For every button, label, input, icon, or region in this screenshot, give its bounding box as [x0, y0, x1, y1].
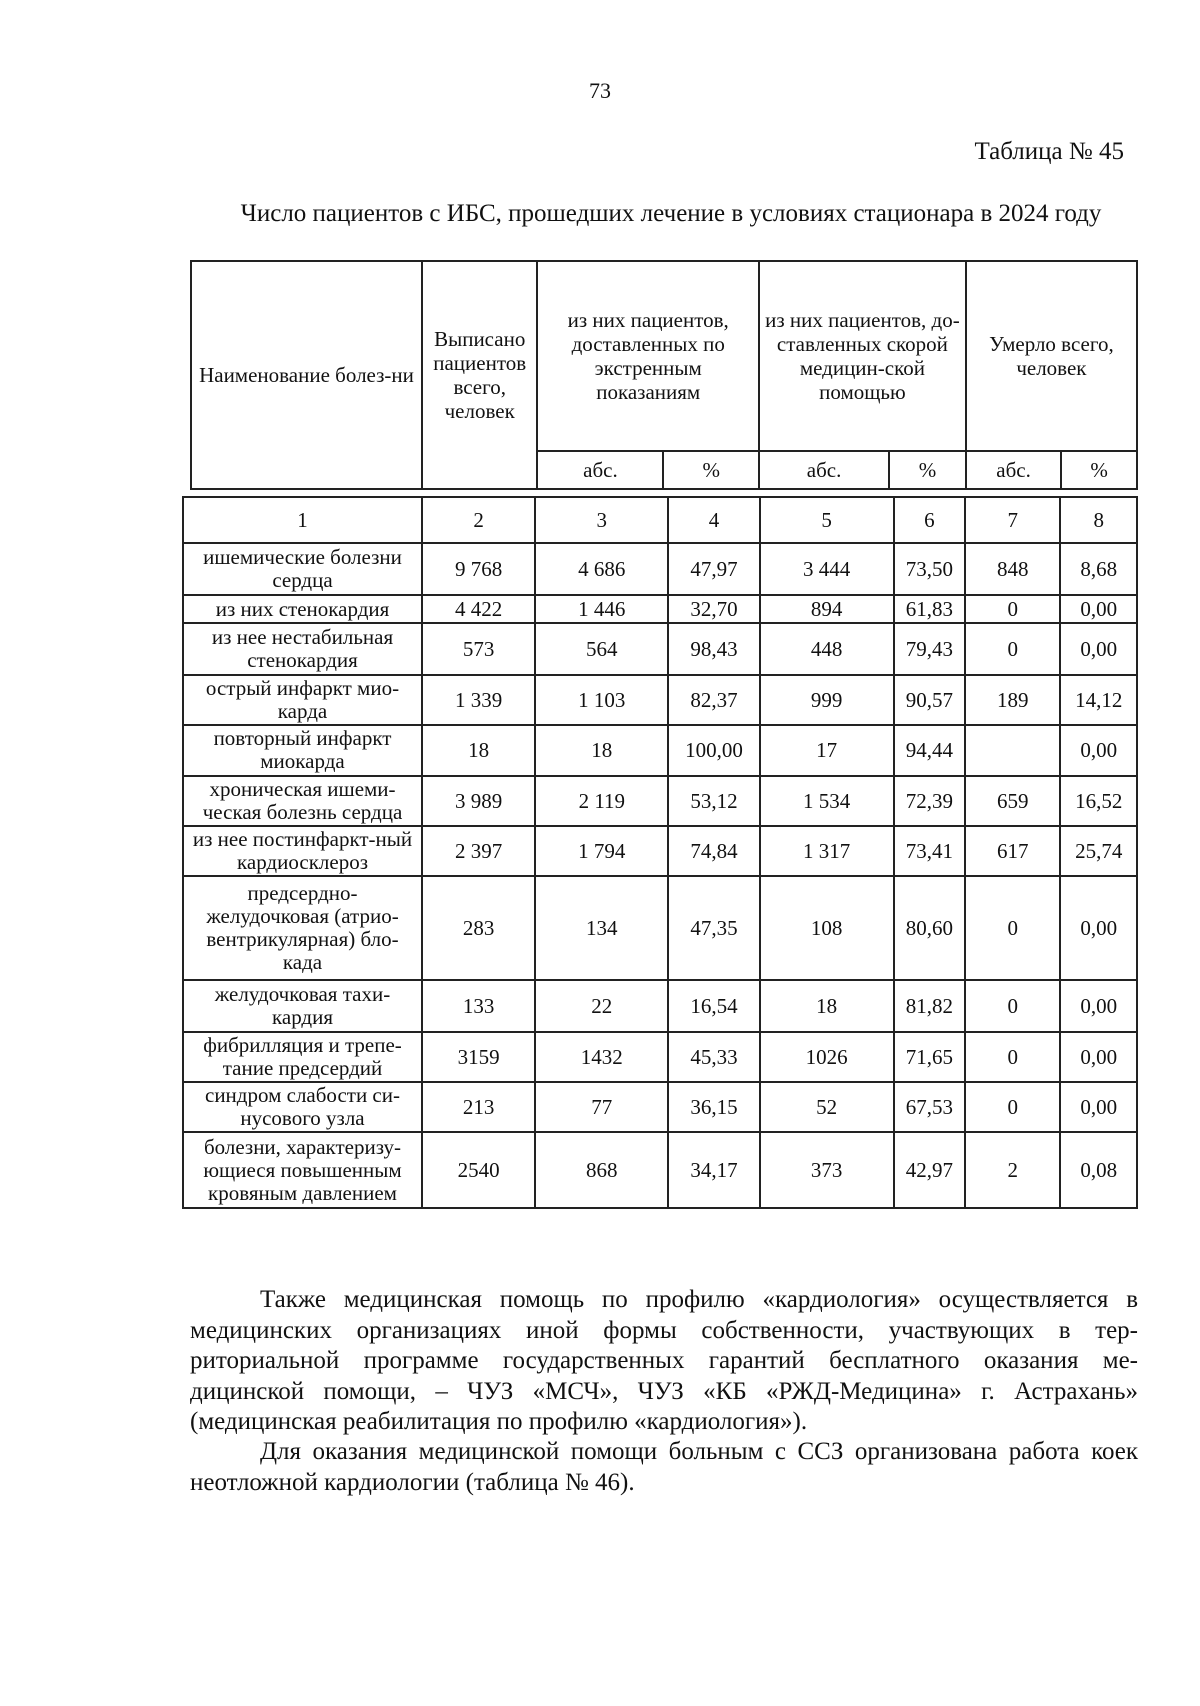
- died-pct-cell: 25,74: [1060, 826, 1137, 876]
- table-row: [183, 623, 1137, 675]
- died-pct-cell: 14,12: [1060, 675, 1137, 725]
- ambulance-pct-cell: 73,50: [894, 543, 965, 595]
- died-abs-cell: 189: [965, 675, 1060, 725]
- emergency-pct-cell: 47,35: [668, 876, 759, 980]
- emergency-pct-cell: 36,15: [668, 1082, 759, 1132]
- table-row: [183, 595, 1137, 623]
- data-table: [182, 496, 1138, 1209]
- ambulance-pct-cell: 71,65: [894, 1032, 965, 1082]
- ambulance-abs-cell: 3 444: [760, 543, 894, 595]
- emergency-pct-cell: 34,17: [668, 1132, 759, 1208]
- emergency-abs-cell: 564: [535, 623, 668, 675]
- disease-name-cell: из нее нестабильная стенокардия: [183, 623, 422, 675]
- emergency-abs-cell: 1 103: [535, 675, 668, 725]
- column-number-cell: 7: [965, 497, 1060, 543]
- emergency-pct-cell: 74,84: [668, 826, 759, 876]
- emergency-abs-cell: 1432: [535, 1032, 668, 1082]
- disease-name-cell: желудочковая тахи-кардия: [183, 980, 422, 1032]
- header-ambulance: из них пациентов, до-ставленных скорой медицин-ской помощью: [759, 261, 966, 451]
- died-abs-cell: 848: [965, 543, 1060, 595]
- disease-name-cell: синдром слабости си-нусового узла: [183, 1082, 422, 1132]
- table-header: [190, 260, 1138, 490]
- discharged-cell: 573: [422, 623, 535, 675]
- ambulance-pct-cell: 72,39: [894, 776, 965, 826]
- table-row: [183, 776, 1137, 826]
- discharged-cell: 2540: [422, 1132, 535, 1208]
- emergency-pct-cell: 53,12: [668, 776, 759, 826]
- header-discharged: Выписано пациентов всего, человек: [422, 261, 537, 489]
- discharged-cell: 3 989: [422, 776, 535, 826]
- died-abs-cell: 2: [965, 1132, 1060, 1208]
- ambulance-pct-cell: 42,97: [894, 1132, 965, 1208]
- died-pct-cell: 0,00: [1060, 1082, 1137, 1132]
- column-number-cell: 6: [894, 497, 965, 543]
- table-row: [183, 1082, 1137, 1132]
- ambulance-pct-cell: 81,82: [894, 980, 965, 1032]
- died-pct-cell: 0,00: [1060, 876, 1137, 980]
- discharged-cell: 2 397: [422, 826, 535, 876]
- discharged-cell: 283: [422, 876, 535, 980]
- emergency-pct-cell: 100,00: [668, 725, 759, 775]
- disease-name-cell: повторный инфаркт миокарда: [183, 725, 422, 775]
- emergency-pct-cell: 47,97: [668, 543, 759, 595]
- emergency-abs-cell: 1 446: [535, 595, 668, 623]
- header-emergency-abs: абс.: [537, 451, 663, 489]
- discharged-cell: 18: [422, 725, 535, 775]
- emergency-abs-cell: 1 794: [535, 826, 668, 876]
- header-emergency-pct: %: [663, 451, 759, 489]
- emergency-pct-cell: 82,37: [668, 675, 759, 725]
- table-row: [183, 1132, 1137, 1208]
- emergency-pct-cell: 45,33: [668, 1032, 759, 1082]
- emergency-abs-cell: 134: [535, 876, 668, 980]
- ambulance-pct-cell: 90,57: [894, 675, 965, 725]
- table-row: [183, 725, 1137, 775]
- died-pct-cell: 8,68: [1060, 543, 1137, 595]
- header-ambulance-pct: %: [889, 451, 966, 489]
- header-disease-name: Наименование болез-ни: [191, 261, 422, 489]
- ambulance-abs-cell: 894: [760, 595, 894, 623]
- died-abs-cell: 0: [965, 876, 1060, 980]
- emergency-pct-cell: 98,43: [668, 623, 759, 675]
- header-died: Умерло всего, человек: [966, 261, 1137, 451]
- discharged-cell: 1 339: [422, 675, 535, 725]
- ambulance-abs-cell: 448: [760, 623, 894, 675]
- died-pct-cell: 0,08: [1060, 1132, 1137, 1208]
- ambulance-abs-cell: 17: [760, 725, 894, 775]
- ambulance-pct-cell: 80,60: [894, 876, 965, 980]
- header-emergency: из них пациентов, доставленных по экстренным показаниям: [537, 261, 759, 451]
- discharged-cell: 9 768: [422, 543, 535, 595]
- discharged-cell: 4 422: [422, 595, 535, 623]
- ambulance-abs-cell: 52: [760, 1082, 894, 1132]
- table-row: [183, 876, 1137, 980]
- died-abs-cell: 0: [965, 595, 1060, 623]
- ambulance-abs-cell: 1 534: [760, 776, 894, 826]
- ambulance-abs-cell: 1 317: [760, 826, 894, 876]
- emergency-pct-cell: 16,54: [668, 980, 759, 1032]
- table-row: [183, 675, 1137, 725]
- table-row: [183, 543, 1137, 595]
- ambulance-pct-cell: 73,41: [894, 826, 965, 876]
- emergency-abs-cell: 18: [535, 725, 668, 775]
- died-abs-cell: 0: [965, 623, 1060, 675]
- emergency-abs-cell: 2 119: [535, 776, 668, 826]
- died-abs-cell: 617: [965, 826, 1060, 876]
- died-pct-cell: 0,00: [1060, 1032, 1137, 1082]
- disease-name-cell: предсердно-желудочковая (атрио-вентрикулярная) бло-када: [183, 876, 422, 980]
- died-pct-cell: 0,00: [1060, 980, 1137, 1032]
- died-abs-cell: 659: [965, 776, 1060, 826]
- column-number-cell: 5: [760, 497, 894, 543]
- column-number-cell: 1: [183, 497, 422, 543]
- disease-name-cell: фибрилляция и трепе-тание предсердий: [183, 1032, 422, 1082]
- emergency-abs-cell: 868: [535, 1132, 668, 1208]
- died-pct-cell: 16,52: [1060, 776, 1137, 826]
- ambulance-abs-cell: 1026: [760, 1032, 894, 1082]
- table-title: Число пациентов с ИБС, прошедших лечение в условиях стационара в 2024 году: [240, 200, 1102, 227]
- ambulance-pct-cell: 94,44: [894, 725, 965, 775]
- header-died-abs: абс.: [966, 451, 1062, 489]
- table-row: [183, 826, 1137, 876]
- disease-name-cell: болезни, характеризу-ющиеся повышенным кровяным давлением: [183, 1132, 422, 1208]
- ambulance-abs-cell: 108: [760, 876, 894, 980]
- died-abs-cell: [965, 725, 1060, 775]
- column-number-row: [183, 497, 1137, 543]
- discharged-cell: 3159: [422, 1032, 535, 1082]
- column-number-cell: 3: [535, 497, 668, 543]
- disease-name-cell: острый инфаркт мио-карда: [183, 675, 422, 725]
- table-row: [183, 1032, 1137, 1082]
- column-number-cell: 4: [668, 497, 759, 543]
- ambulance-abs-cell: 373: [760, 1132, 894, 1208]
- died-abs-cell: 0: [965, 980, 1060, 1032]
- emergency-pct-cell: 32,70: [668, 595, 759, 623]
- paragraph-emergency-beds: Для оказания медицинской помощи больным с ССЗ организована работа коек неотложной кардиологии (таблица № 46).: [190, 1438, 1138, 1496]
- ambulance-pct-cell: 79,43: [894, 623, 965, 675]
- ambulance-pct-cell: 61,83: [894, 595, 965, 623]
- disease-name-cell: ишемические болезни сердца: [183, 543, 422, 595]
- emergency-abs-cell: 22: [535, 980, 668, 1032]
- ambulance-pct-cell: 67,53: [894, 1082, 965, 1132]
- ambulance-abs-cell: 999: [760, 675, 894, 725]
- disease-name-cell: из них стенокардия: [183, 595, 422, 623]
- header-ambulance-abs: абс.: [759, 451, 889, 489]
- died-abs-cell: 0: [965, 1082, 1060, 1132]
- emergency-abs-cell: 4 686: [535, 543, 668, 595]
- died-pct-cell: 0,00: [1060, 725, 1137, 775]
- died-pct-cell: 0,00: [1060, 595, 1137, 623]
- emergency-abs-cell: 77: [535, 1082, 668, 1132]
- discharged-cell: 213: [422, 1082, 535, 1132]
- discharged-cell: 133: [422, 980, 535, 1032]
- disease-name-cell: хроническая ишеми-ческая болезнь сердца: [183, 776, 422, 826]
- column-number-cell: 2: [422, 497, 535, 543]
- column-number-cell: 8: [1060, 497, 1137, 543]
- paragraph-cardiology-care: Также медицинская помощь по профилю «кардиология» осуществляется в медицинских организациях иной формы собственности, участвующих в тер-риториальной программе государственных гарантий бесплатного оказания ме-дицинской помощи, – ЧУЗ «МСЧ», ЧУЗ «КБ «РЖД-Медицина» г. Астрахань» (медицинская реабилитация по профилю «кардиология»).: [190, 1286, 1138, 1435]
- page-number: 73: [589, 78, 611, 103]
- table-row: [183, 980, 1137, 1032]
- disease-name-cell: из нее постинфаркт-ный кардиосклероз: [183, 826, 422, 876]
- ambulance-abs-cell: 18: [760, 980, 894, 1032]
- died-abs-cell: 0: [965, 1032, 1060, 1082]
- table-label: Таблица № 45: [974, 138, 1124, 165]
- died-pct-cell: 0,00: [1060, 623, 1137, 675]
- header-died-pct: %: [1061, 451, 1137, 489]
